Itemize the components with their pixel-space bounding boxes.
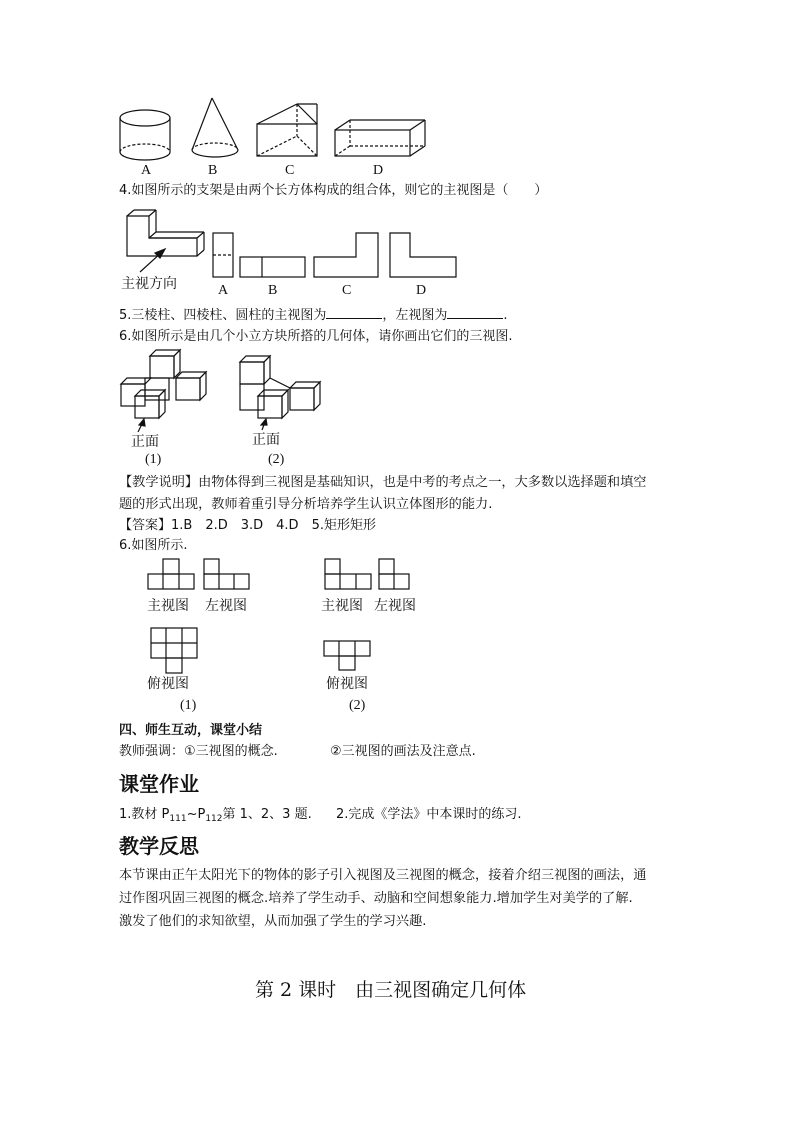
q4-label-d: D <box>416 283 427 298</box>
homework-item-1-mid: ~P <box>186 807 206 822</box>
answer2-main-view <box>325 559 371 589</box>
answer1-left-view <box>204 559 249 589</box>
answer2-num: (2) <box>349 698 366 713</box>
q5-part3: . <box>503 308 508 323</box>
q6-num-1: (1) <box>145 452 162 467</box>
answer2-left-view <box>379 559 409 589</box>
q4-label-a: A <box>218 283 229 298</box>
q4-label-b: B <box>268 283 278 298</box>
answer1-top-view-label: 俯视图 <box>147 676 189 692</box>
q3-label-c: C <box>285 163 295 178</box>
reflection-line-1: 本节课由正午太阳光下的物体的影子引入视图及三视图的概念，接着介绍三视图的画法，通 <box>119 868 647 883</box>
q4-label-c: C <box>342 283 352 298</box>
reflection-line-3: 激发了他们的求知欲望，从而加强了学生的学习兴趣. <box>119 914 427 929</box>
reflection-heading: 教学反思 <box>119 834 199 858</box>
answer2-top-view-label: 俯视图 <box>326 676 368 692</box>
answer1-left-view-label: 左视图 <box>205 598 247 614</box>
teaching-note-line-1: 【教学说明】由物体得到三视图是基础知识，也是中考的考点之一，大多数以选择题和填空 <box>119 475 647 490</box>
answer2-top-view <box>324 641 370 670</box>
q6-question: 6.如图所示是由几个小立方块所搭的几何体，请你画出它们的三视图. <box>119 329 513 344</box>
q6-num-2: (2) <box>268 452 285 467</box>
homework-sub-1: 111 <box>169 814 187 824</box>
summary-line-a: 教师强调：①三视图的概念. <box>119 744 278 759</box>
main-view-direction-label: 主视方向 <box>121 276 177 292</box>
answer-q6-line: 6.如图所示. <box>119 538 188 553</box>
answer2-main-view-label: 主视图 <box>321 598 363 614</box>
answer2-left-view-label: 左视图 <box>374 598 416 614</box>
q5-part1: 5.三棱柱、四棱柱、圆柱的主视图为 <box>119 308 327 323</box>
homework-item-2: 2.完成《学法》中本课时的练习. <box>336 807 522 822</box>
answer1-main-view <box>148 559 194 589</box>
q6-front-label-2: 正面 <box>252 432 280 448</box>
q4-question: 4.如图所示的支架是由两个长方体构成的组合体，则它的主视图是（ ） <box>119 183 548 198</box>
summary-heading: 四、师生互动，课堂小结 <box>119 723 263 738</box>
answer1-num: (1) <box>180 698 197 713</box>
q5-part2: ，左视图为 <box>382 308 448 323</box>
homework-item-1-pre: 1.教材 P <box>119 807 170 822</box>
teaching-note-line-2: 题的形式出现，教师着重引导分析培养学生认识立体图形的能力. <box>119 497 493 512</box>
reflection-line-2: 过作图巩固三视图的概念.培养了学生动手、动脑和空间想象能力.增加学生对美学的了解. <box>119 891 633 906</box>
summary-line-b: ②三视图的画法及注意点. <box>330 744 476 759</box>
homework-heading: 课堂作业 <box>119 772 199 796</box>
q3-label-d: D <box>373 163 384 178</box>
next-lesson-title: 第 2 课时 由三视图确定几何体 <box>255 979 527 1001</box>
q6-front-label-1: 正面 <box>131 434 159 450</box>
homework-sub-2: 112 <box>205 814 223 824</box>
q3-label-a: A <box>141 163 152 178</box>
homework-item-1 <box>119 806 312 828</box>
answer1-main-view-label: 主视图 <box>147 598 189 614</box>
q3-label-b: B <box>208 163 218 178</box>
answer1-top-view <box>151 628 197 673</box>
homework-item-1-post: 第 1、2、3 题. <box>222 807 312 822</box>
answer-line: 【答案】1.B 2.D 3.D 4.D 5.矩形矩形 <box>119 518 376 533</box>
